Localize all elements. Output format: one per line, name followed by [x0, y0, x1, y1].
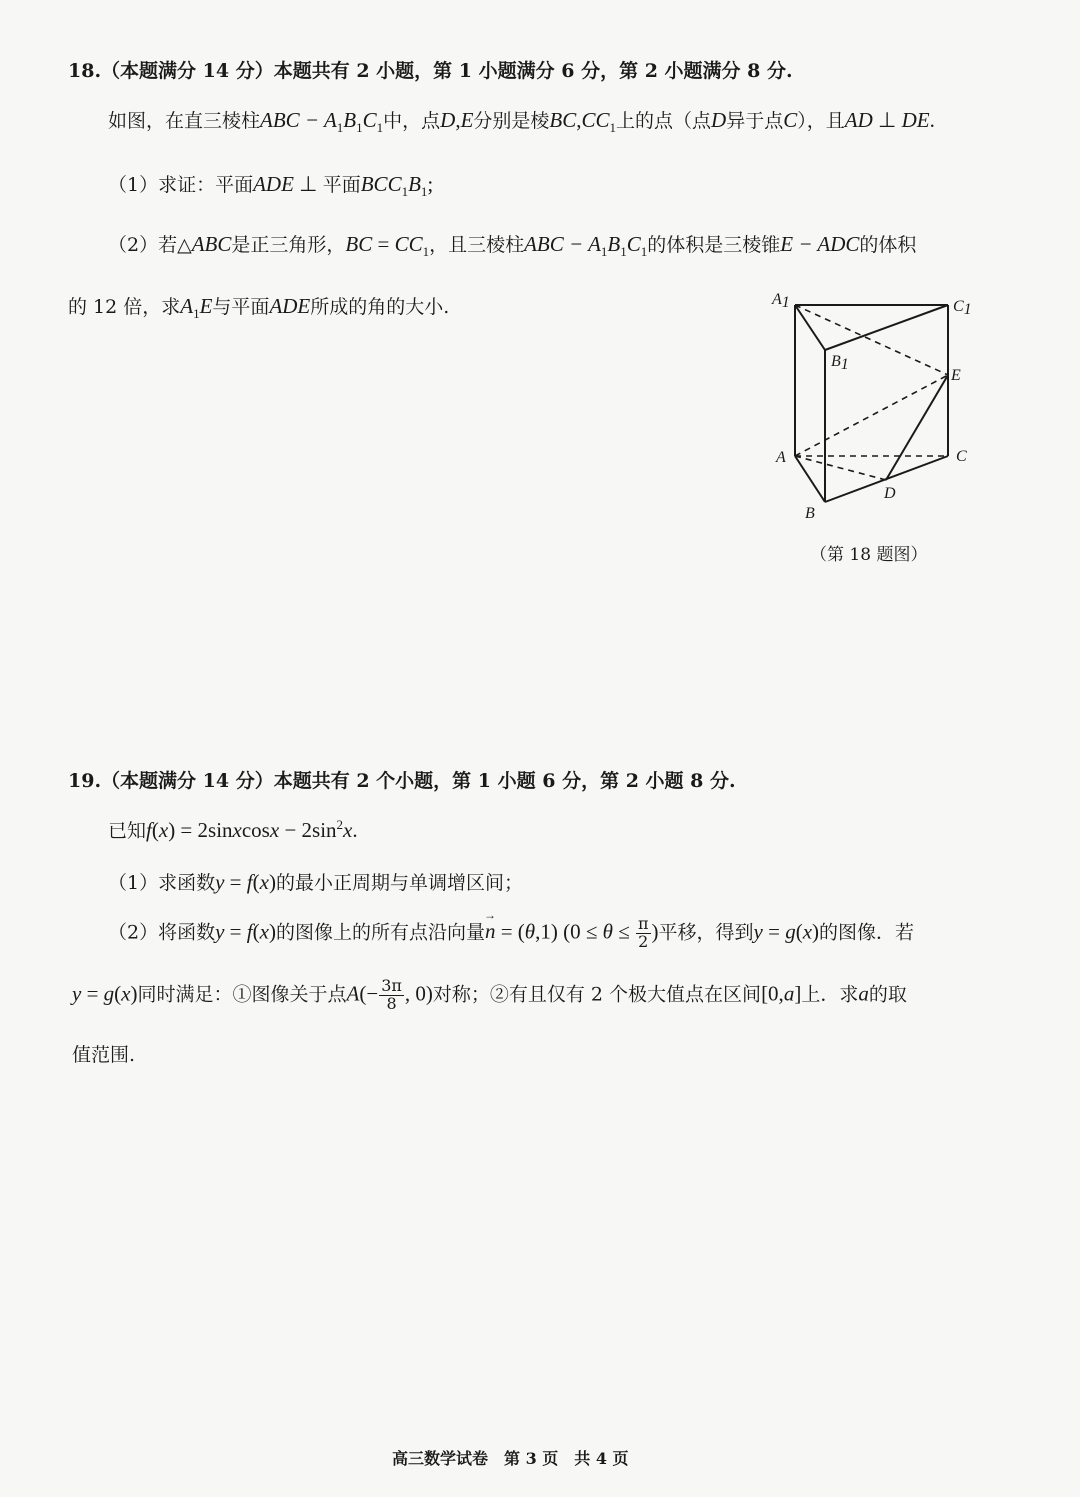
- label-b: B: [805, 505, 815, 522]
- q18-header: 18.（本题满分 14 分）本题共有 2 小题，第 1 小题满分 6 分，第 2 小题满分 8 分.: [68, 60, 793, 82]
- q18-intro: 如图，在直三棱柱ABC − $A_1B_1C_1$中，点D,E分别是棱$BC,CC_1$上的点（点D异于点C），且AD ⊥ DE.: [108, 108, 935, 136]
- q19-part1: （1）求函数y = f(x)的最小正周期与单调增区间；: [108, 870, 523, 894]
- q19-known: 已知f(x) = 2sinxcosx − $2\sin^2x$.: [108, 817, 358, 842]
- q19-part2-line3: 值范围.: [72, 1044, 136, 1066]
- q18-part1: （1）求证：平面ADE ⊥ 平面$BCC_1B_1$;: [108, 172, 434, 200]
- label-c: C: [956, 448, 967, 465]
- label-a: A: [776, 449, 786, 466]
- prism-figure: [760, 285, 990, 530]
- label-b1: B1: [831, 353, 849, 373]
- label-a1: A1: [772, 291, 790, 311]
- q18-part2-line1: （2）若△ABC是正三角形，BC = $CC_1$，且三棱柱ABC − $A_1B_1C_1$的体积是三棱锥E − ADC的体积: [108, 232, 917, 260]
- q19-header: 19.（本题满分 14 分）本题共有 2 个小题，第 1 小题 6 分，第 2 小题 8 分.: [68, 770, 736, 792]
- page-footer: 高三数学试卷 第 3 页 共 4 页: [392, 1449, 629, 1468]
- label-e: E: [951, 367, 961, 384]
- q19-part2-line2: y = g(x)同时满足：①图像关于点A(− $\frac{3\pi}{8}$ , 0)对称；②有且仅有 2 个极大值点在区间[0,a]上．求a的取: [72, 976, 907, 1013]
- q19-part2-line1: （2）将函数y = f(x)的图像上的所有点沿向量→ n = (θ,1) (0 ≤ θ ≤ $\frac{\pi}{2}$ )平移，得到y = g(x)的图像．若: [108, 916, 914, 951]
- figure-caption: （第 18 题图）: [810, 545, 928, 565]
- edge-b1c1: [825, 305, 948, 350]
- q18-part2-line2: 的 12 倍，求$A_1E$与平面ADE所成的角的大小.: [68, 294, 450, 322]
- label-d: D: [884, 485, 896, 502]
- segment-de: [886, 375, 948, 480]
- label-c1: C1: [953, 298, 972, 318]
